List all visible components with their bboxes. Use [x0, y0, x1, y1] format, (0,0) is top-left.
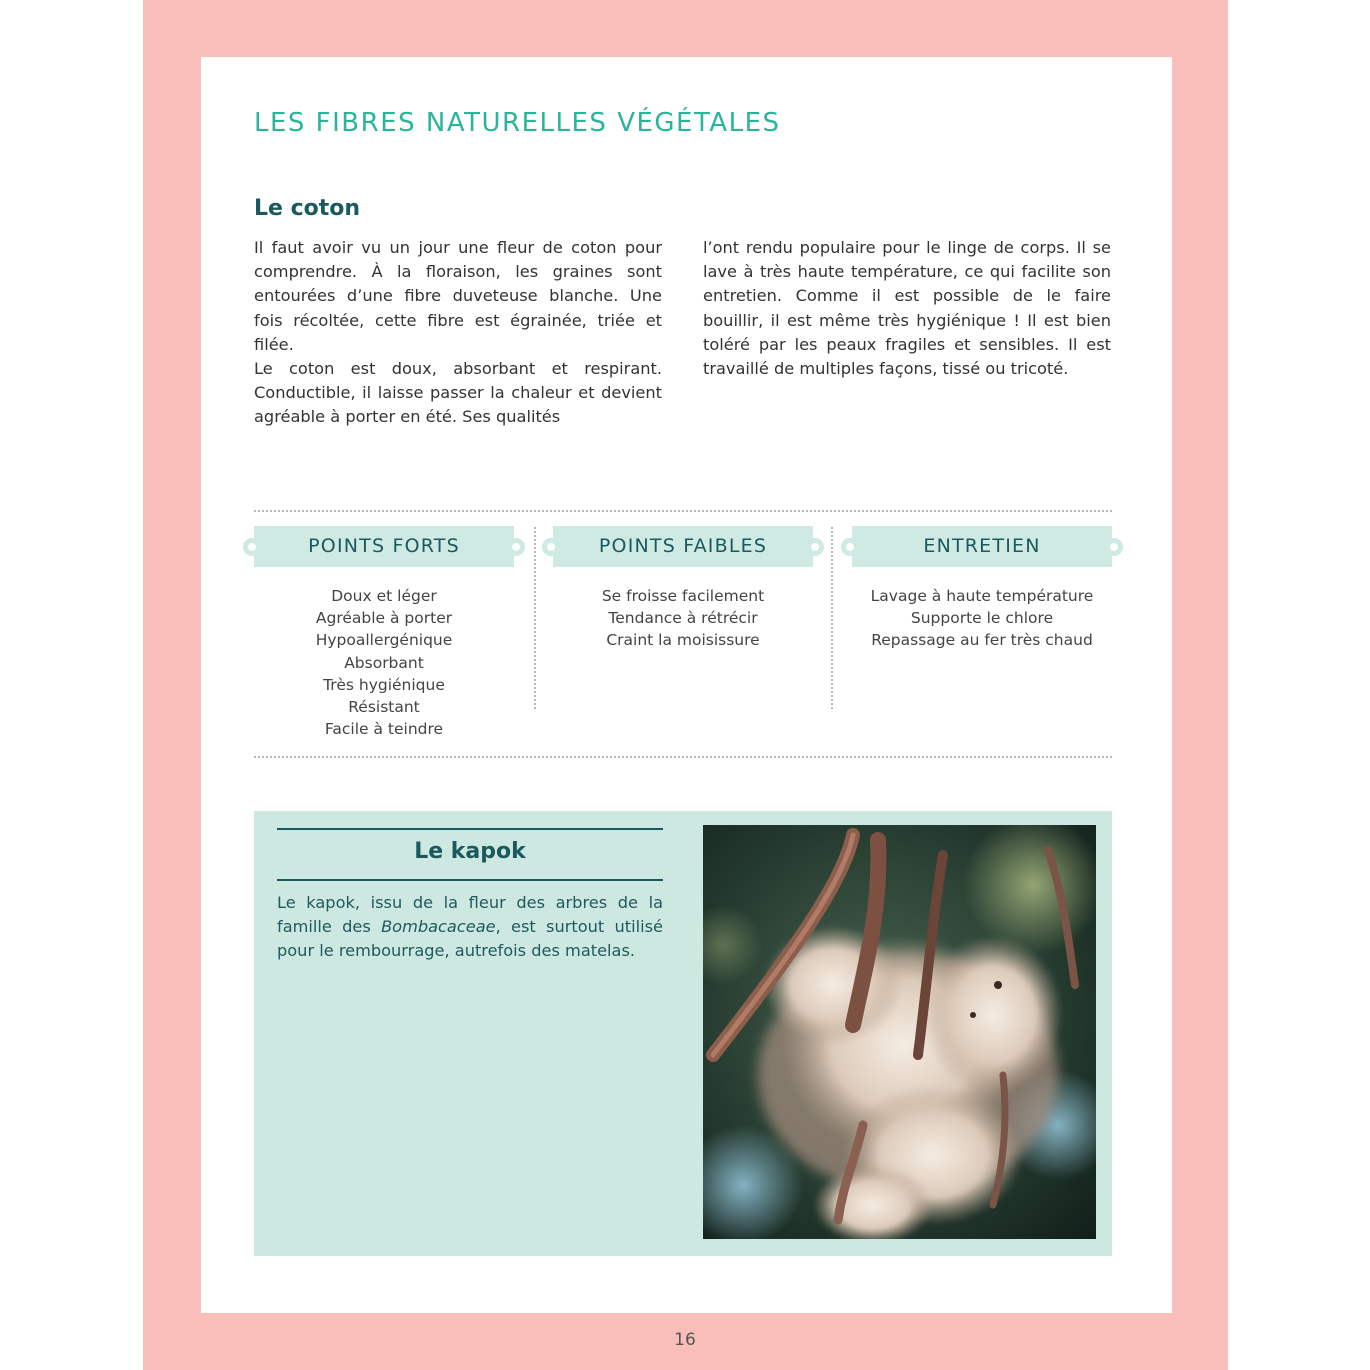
- banner-knob-icon: [507, 538, 525, 556]
- kapok-heading: Le kapok: [414, 839, 526, 864]
- kapok-latin-name: Bombacaceae: [381, 917, 496, 937]
- list-item: Lavage à haute température: [870, 587, 1094, 605]
- list-item: Facile à teindre: [324, 720, 444, 739]
- entretien-banner: [852, 526, 1112, 567]
- kapok-text-part: , est surtout utilisé pour le rembourrage, autrefois des matelas.: [277, 917, 663, 961]
- entretien-column: [852, 526, 1112, 652]
- points-faibles-column: [553, 526, 813, 652]
- dotted-separator-1: [534, 527, 536, 709]
- list-item: Repassage au fer très chaud: [871, 631, 1093, 650]
- coton-paragraph-2: Le coton est doux, absorbant et respirant. Conductible, il laisse passer la chaleur et devient agréable à porter en été. Ses qualités: [254, 359, 662, 427]
- entretien-heading: ENTRETIEN: [923, 535, 1041, 557]
- banner-knob-icon: [841, 538, 859, 556]
- list-item: Résistant: [348, 698, 420, 717]
- list-item: Hypoallergénique: [315, 631, 453, 650]
- banner-knob-icon: [542, 538, 560, 556]
- list-item: Se froisse facilement: [601, 587, 765, 605]
- kapok-rule-bottom: [277, 879, 663, 881]
- coton-heading: Le coton: [254, 196, 361, 221]
- banner-knob-icon: [806, 538, 824, 556]
- points-forts-heading: POINTS FORTS: [308, 535, 460, 557]
- coton-paragraph-3: l’ont rendu populaire pour le linge de corps. Il se lave à très haute température, ce qui facilite son entretien. Comme il est possible de le faire bouillir, il est même très hygiénique ! Il est bien toléré par les peaux fragiles et sensibles. Il est travaillé de multiples façons, tissé ou tricoté.: [703, 238, 1111, 379]
- points-faibles-list: [553, 585, 813, 652]
- coton-text-right: [703, 236, 1111, 381]
- dotted-separator-2: [831, 527, 833, 709]
- points-forts-column: [254, 526, 514, 740]
- entretien-list: [852, 585, 1112, 652]
- banner-knob-icon: [1105, 538, 1123, 556]
- list-item: Supporte le chlore: [910, 609, 1054, 628]
- points-faibles-banner: [553, 526, 813, 567]
- kapok-text-part: Le kapok, issu de la fleur des arbres de la famille des: [277, 893, 663, 937]
- points-forts-banner: [254, 526, 514, 567]
- banner-knob-icon: [243, 538, 261, 556]
- coton-paragraph-1: Il faut avoir vu un jour une fleur de coton pour comprendre. À la floraison, les graines sont entourées d’une fibre duveteuse blanche. Une fois récoltée, cette fibre est égrainée, triée et filée.: [254, 238, 662, 354]
- list-item: Craint la moisissure: [606, 631, 760, 650]
- page-title: LES FIBRES NATURELLES VÉGÉTALES: [254, 108, 781, 138]
- kapok-photo: [703, 825, 1096, 1239]
- kapok-text: [277, 891, 663, 964]
- kapok-rule-top: [277, 828, 663, 830]
- list-item: Agréable à porter: [315, 609, 453, 628]
- coton-text-left: [254, 236, 662, 430]
- kapok-photo-image: [703, 825, 1096, 1239]
- points-faibles-heading: POINTS FAIBLES: [598, 535, 768, 557]
- points-forts-list: [254, 585, 514, 740]
- page-number: 16: [674, 1330, 696, 1350]
- dotted-divider-top: [254, 510, 1112, 512]
- list-item: Très hygiénique: [323, 675, 445, 694]
- dotted-divider-bottom: [254, 756, 1112, 758]
- list-item: Doux et léger: [331, 587, 437, 605]
- list-item: Absorbant: [344, 653, 424, 672]
- list-item: Tendance à rétrécir: [608, 609, 758, 628]
